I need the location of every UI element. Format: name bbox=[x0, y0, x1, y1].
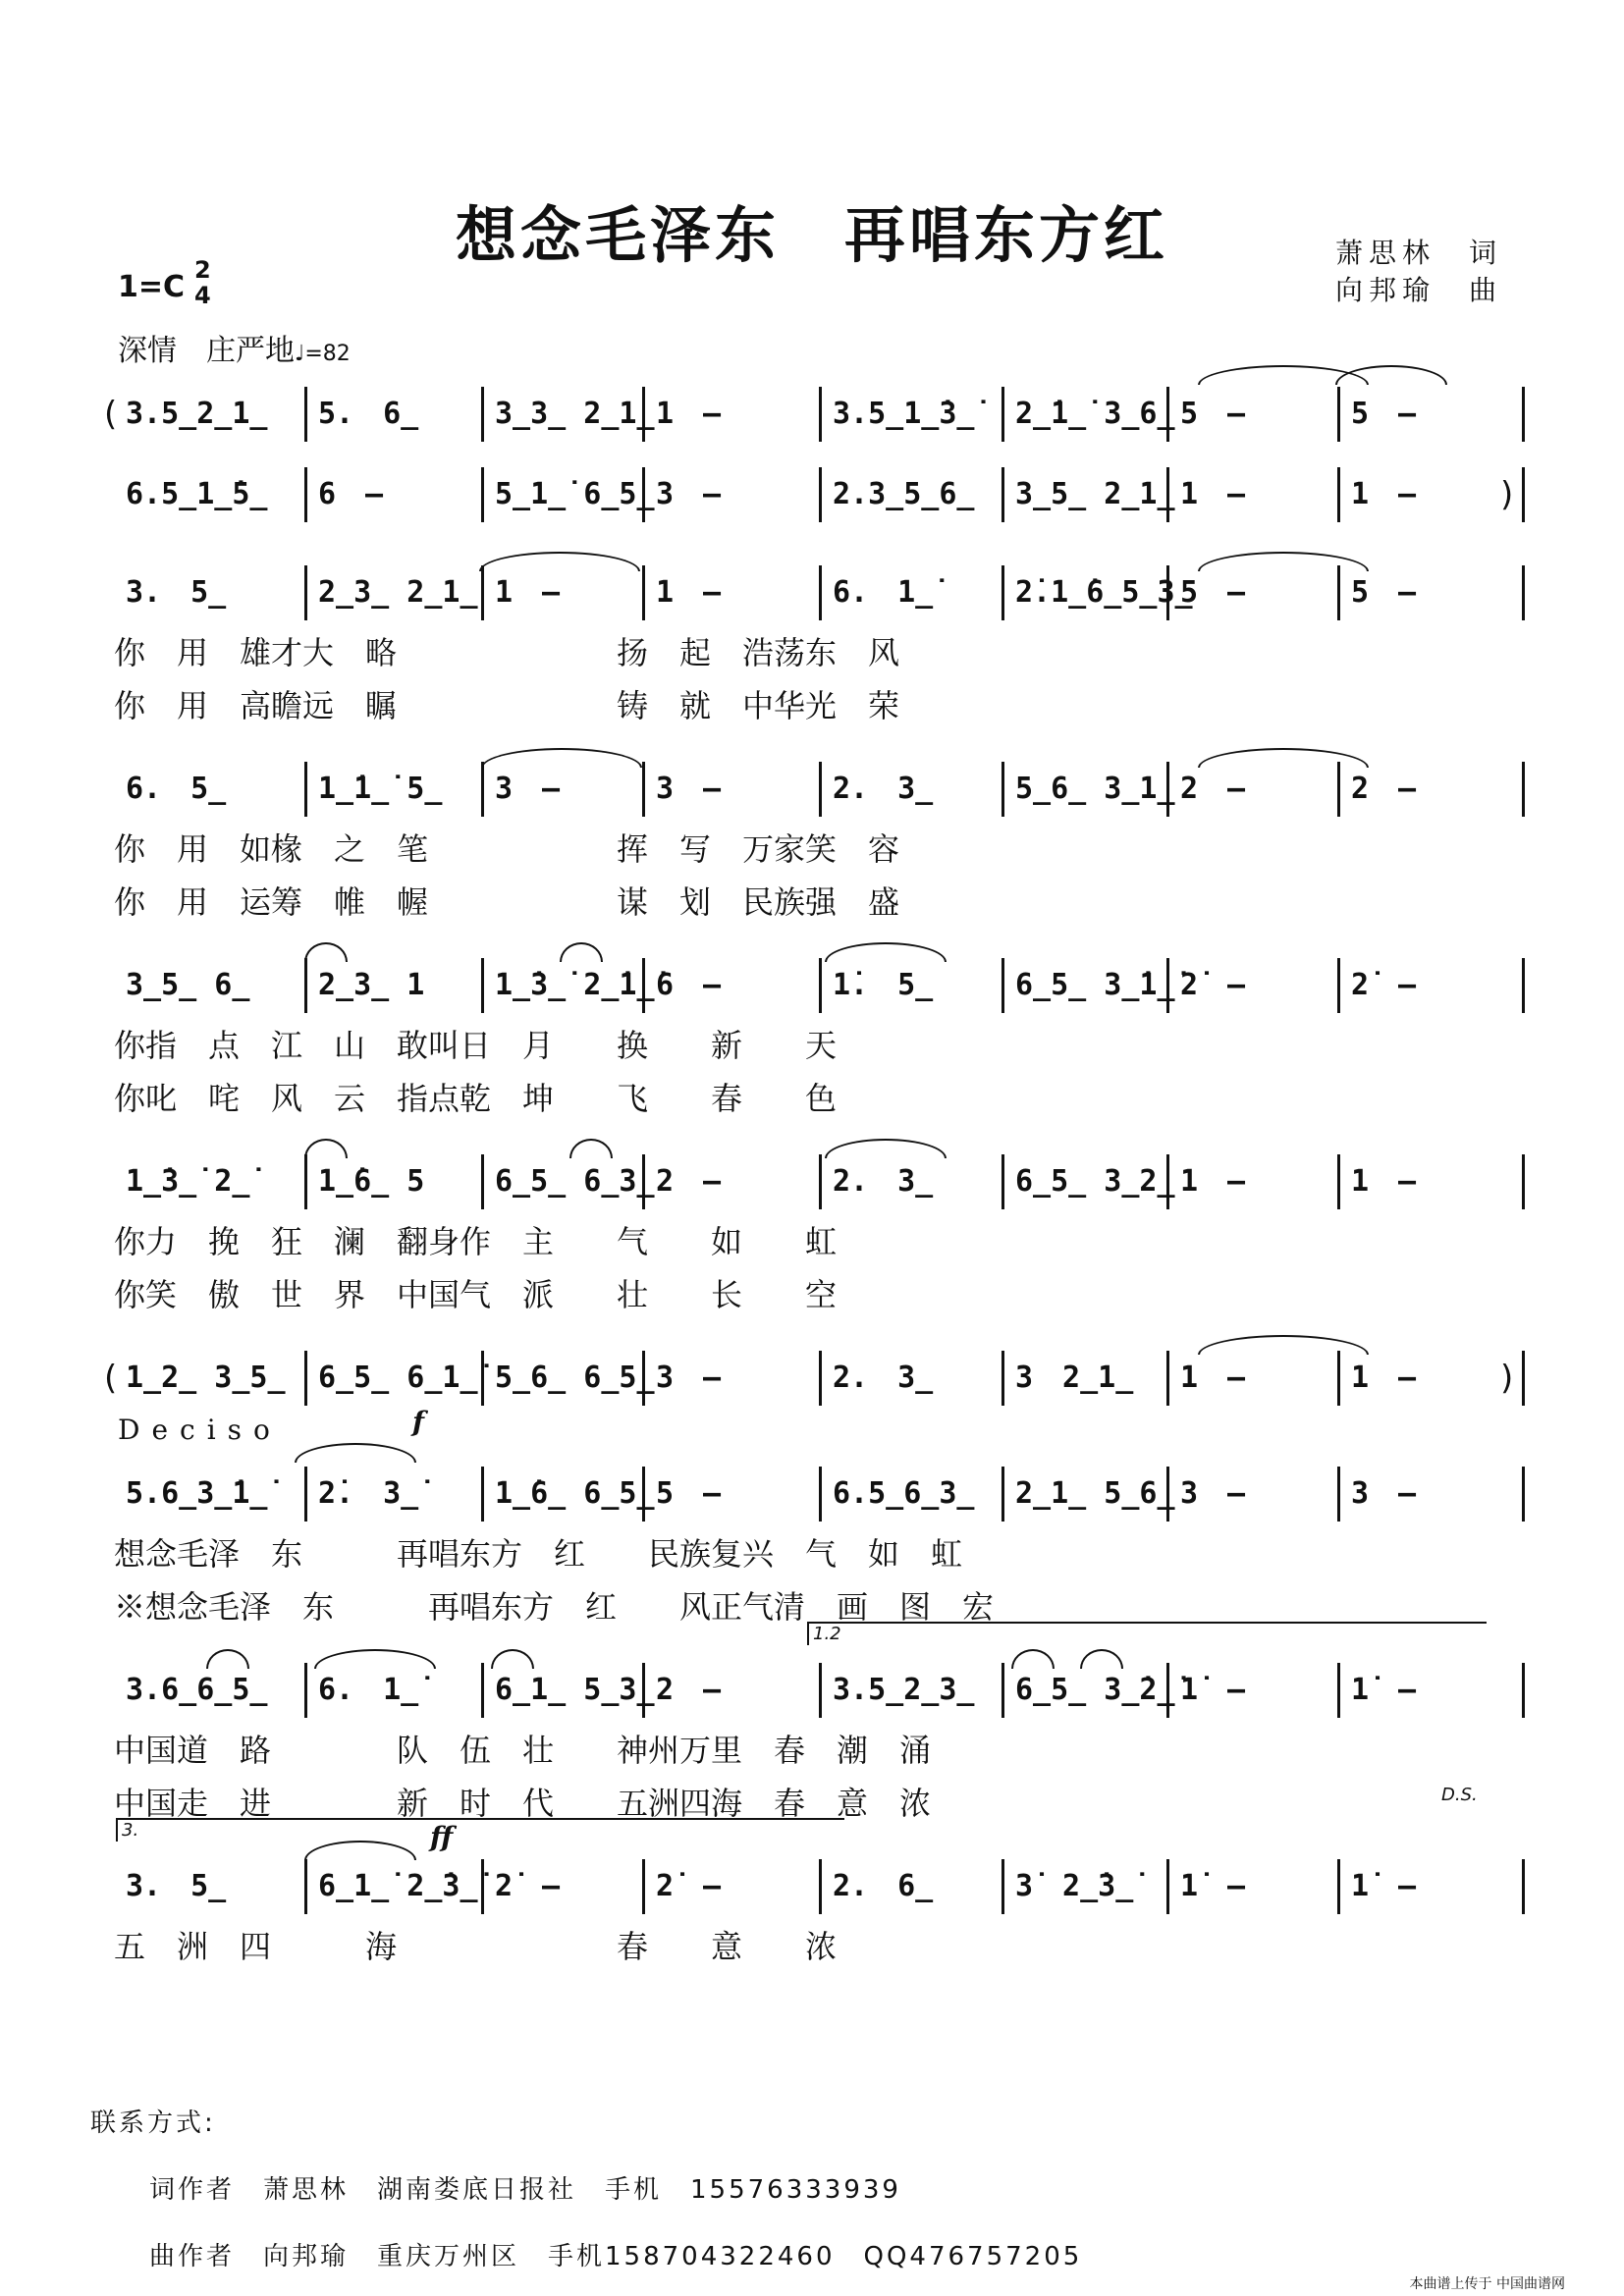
measure-notes: 6̲1̲̇ 2̲̇3̲̇ bbox=[318, 1869, 478, 1903]
lyric-line: ※想念毛泽 东 再唱东方 红 风正气清 画 图 宏 bbox=[114, 1588, 995, 1626]
lyric-line: 你 用 运筹 帷 幄 谋 划 民族强 盛 bbox=[114, 883, 900, 921]
footer-source: 本曲谱上传于 中国曲谱网 bbox=[1409, 2276, 1565, 2292]
notes-row bbox=[108, 1669, 1522, 1724]
slur-mark bbox=[1080, 1649, 1123, 1669]
barline bbox=[1337, 1154, 1340, 1209]
measure-notes: 5 – bbox=[1351, 397, 1417, 431]
measure-notes: 2 – bbox=[656, 1164, 722, 1199]
measure-notes: 5̲1̲̇ 6̲5̲ bbox=[495, 477, 655, 511]
lyric-line: 你 用 如椽 之 笔 挥 写 万家笑 容 bbox=[114, 830, 900, 868]
barline bbox=[481, 467, 484, 522]
barline bbox=[819, 1859, 822, 1914]
fortissimo-marking: ff bbox=[430, 1821, 454, 1853]
notes-row bbox=[108, 473, 1522, 528]
notes-row bbox=[108, 1472, 1522, 1527]
measure-notes: 1̲2̲ 3̲5̲ bbox=[126, 1361, 286, 1395]
barline bbox=[1337, 1467, 1340, 1522]
measure-notes: 5 – bbox=[1351, 575, 1417, 610]
lyric-line: 你笑 傲 世 界 中国气 派 壮 长 空 bbox=[114, 1276, 838, 1313]
slur-mark bbox=[825, 942, 947, 962]
barline bbox=[1522, 958, 1525, 1013]
notes-row bbox=[108, 1160, 1522, 1215]
barline bbox=[819, 565, 822, 620]
measure-notes: 2. 6̲ bbox=[833, 1869, 934, 1903]
barline bbox=[642, 565, 645, 620]
slur-mark bbox=[206, 1649, 249, 1669]
measure-notes: 6̲1̲ 5̲3̲ bbox=[495, 1673, 655, 1707]
slur-mark bbox=[314, 1649, 436, 1669]
measure-notes: 3̲5̲ 6̲ bbox=[126, 968, 250, 1002]
barline bbox=[819, 1663, 822, 1718]
measure-notes: 1̲̇1̲̇ 5̲ bbox=[318, 772, 443, 806]
measure-notes: 3 2̲1̲ bbox=[1015, 1361, 1134, 1395]
contact-composer: 曲作者 向邦瑜 重庆万州区 手机158704322460 QQ476757205 bbox=[149, 2242, 1083, 2271]
measure-notes: 2̇ – bbox=[495, 1869, 561, 1903]
measure-notes: 6̲5̲ 6̲1̲̇ bbox=[318, 1361, 478, 1395]
lyric-line: 中国道 路 队 伍 壮 神州万里 春 潮 涌 bbox=[114, 1732, 932, 1769]
barline bbox=[1166, 1351, 1169, 1406]
lyric-line: 你力 挽 狂 澜 翻身作 主 气 如 虹 bbox=[114, 1223, 838, 1260]
barline bbox=[481, 1467, 484, 1522]
measure-notes: 2̲3̲ 2̲1̲ bbox=[318, 575, 478, 610]
measure-notes: 1̲̇3̲̇ 2̲̇ bbox=[126, 1164, 250, 1199]
barline bbox=[481, 1859, 484, 1914]
measure-notes: 5̲6̲ 3̲1̲ bbox=[1015, 772, 1175, 806]
measure-notes: 1̇ – bbox=[1180, 1869, 1246, 1903]
barline bbox=[1522, 762, 1525, 817]
measure-notes: 6.5̲1̲̇5̲ bbox=[126, 477, 268, 511]
measure-notes: 2. 3̲ bbox=[833, 1361, 934, 1395]
slur-mark bbox=[304, 942, 348, 962]
barline bbox=[304, 958, 307, 1013]
time-signature-top: 2 bbox=[194, 256, 211, 284]
barline bbox=[1001, 565, 1004, 620]
key-signature: 1=C bbox=[118, 270, 186, 304]
barline bbox=[481, 762, 484, 817]
slur-mark bbox=[491, 1649, 534, 1669]
barline bbox=[304, 1351, 307, 1406]
time-signature-bottom: 4 bbox=[194, 282, 211, 309]
volta-3-label: 3. bbox=[122, 1820, 139, 1841]
barline bbox=[1522, 565, 1525, 620]
time-signature bbox=[194, 257, 211, 308]
barline bbox=[304, 1467, 307, 1522]
measure-notes: 6. 1̲̇ bbox=[318, 1673, 419, 1707]
measure-notes: 3 – bbox=[656, 772, 722, 806]
measure-notes: 1 – bbox=[1351, 1164, 1417, 1199]
measure-notes: 2̇.1̲̇6̲5̲3̲ bbox=[1015, 575, 1193, 610]
volta-1-2 bbox=[807, 1622, 1487, 1645]
measure-notes: 6̲5̲ 6̲3̲ bbox=[495, 1164, 655, 1199]
barline bbox=[1001, 467, 1004, 522]
measure-notes: 1̇ – bbox=[1351, 1869, 1417, 1903]
barline bbox=[481, 565, 484, 620]
lyric-line: 中国走 进 新 时 代 五洲四海 春 意 浓 bbox=[114, 1785, 932, 1822]
parenthesis: ) bbox=[1500, 1359, 1514, 1398]
measure-notes: 3 – bbox=[1180, 1476, 1246, 1511]
measure-notes: 1 – bbox=[1180, 1164, 1246, 1199]
slur-mark bbox=[1198, 748, 1369, 768]
slur-mark bbox=[1335, 365, 1447, 385]
barline bbox=[1522, 387, 1525, 442]
measure-notes: 1̲̇6̲ 5 bbox=[318, 1164, 425, 1199]
lyric-line: 五 洲 四 海 春 意 浓 bbox=[114, 1928, 838, 1965]
barline bbox=[819, 762, 822, 817]
measure-notes: 5 – bbox=[656, 1476, 722, 1511]
measure-notes: 1̲̇3̲̇ 2̲̇1̲̇ bbox=[495, 968, 655, 1002]
measure-notes: 1 – bbox=[1180, 1361, 1246, 1395]
slur-mark bbox=[825, 1139, 947, 1158]
barline bbox=[1001, 1663, 1004, 1718]
barline bbox=[819, 1467, 822, 1522]
lyric-line: 你指 点 江 山 敢叫日 月 换 新 天 bbox=[114, 1027, 838, 1064]
measure-notes: 6.5̲6̲3̲ bbox=[833, 1476, 975, 1511]
measure-notes: 2. 3̲ bbox=[833, 772, 934, 806]
measure-notes: 1 – bbox=[1180, 477, 1246, 511]
measure-notes: 3. 5̲ bbox=[126, 1869, 227, 1903]
tempo-marking bbox=[118, 326, 351, 369]
measure-notes: 3.5̲2̲3̲ bbox=[833, 1673, 975, 1707]
measure-notes: 3.5̲1̲̇3̲̇ bbox=[833, 397, 975, 431]
measure-notes: 6̲5̲ 3̲̇2̲̇ bbox=[1015, 1673, 1175, 1707]
barline bbox=[481, 1351, 484, 1406]
barline bbox=[1001, 387, 1004, 442]
measure-notes: 3 – bbox=[656, 477, 722, 511]
barline bbox=[481, 387, 484, 442]
barline bbox=[304, 467, 307, 522]
barline bbox=[1522, 467, 1525, 522]
measure-notes: 6. 5̲ bbox=[126, 772, 227, 806]
measure-notes: 2 – bbox=[1351, 772, 1417, 806]
barline bbox=[819, 1351, 822, 1406]
measure-notes: 2̲1̲ 5̲6̲ bbox=[1015, 1476, 1175, 1511]
lyric-line: 你 用 高瞻远 瞩 铸 就 中华光 荣 bbox=[114, 687, 900, 724]
measure-notes: 1 – bbox=[656, 397, 722, 431]
slur-mark bbox=[1198, 1335, 1369, 1355]
barline bbox=[819, 387, 822, 442]
measure-notes: 6 – bbox=[656, 968, 722, 1002]
barline bbox=[304, 387, 307, 442]
measure-notes: 5.6̲3̲̇1̲̇ bbox=[126, 1476, 268, 1511]
barline bbox=[481, 958, 484, 1013]
measure-notes: 1 – bbox=[1351, 477, 1417, 511]
measure-notes: 1 – bbox=[1351, 1361, 1417, 1395]
lyric-line: 想念毛泽 东 再唱东方 红 民族复兴 气 如 虹 bbox=[114, 1535, 963, 1573]
slur-mark bbox=[560, 942, 603, 962]
measure-notes: 3.6̲6̲5̲ bbox=[126, 1673, 268, 1707]
barline bbox=[1337, 1859, 1340, 1914]
barline bbox=[1522, 1663, 1525, 1718]
measure-notes: 1̲̇6̲ 6̲5̲ bbox=[495, 1476, 655, 1511]
measure-notes: 2̇ – bbox=[1180, 968, 1246, 1002]
measure-notes: 5̲6̲ 6̲5̲ bbox=[495, 1361, 655, 1395]
measure-notes: 3̇ 2̲̇3̲̇ bbox=[1015, 1869, 1134, 1903]
barline bbox=[1337, 958, 1340, 1013]
barline bbox=[1337, 467, 1340, 522]
composer-credit: 向邦瑜 曲 bbox=[1335, 274, 1503, 306]
barline bbox=[1337, 1663, 1340, 1718]
slur-mark bbox=[1011, 1649, 1055, 1669]
measure-notes: 5. 6̲ bbox=[318, 397, 419, 431]
measure-notes: 1̇. 5̲ bbox=[833, 968, 934, 1002]
barline bbox=[1522, 1351, 1525, 1406]
tempo-text: 深情 庄严地 bbox=[118, 334, 295, 368]
contact-heading: 联系方式: bbox=[90, 2109, 216, 2138]
barline bbox=[1001, 1467, 1004, 1522]
barline bbox=[819, 958, 822, 1013]
barline bbox=[1522, 1154, 1525, 1209]
measure-notes: 3 – bbox=[495, 772, 561, 806]
measure-notes: 6. 1̲̇ bbox=[833, 575, 934, 610]
notes-row bbox=[108, 768, 1522, 823]
dal-segno-mark: D.S. bbox=[1441, 1785, 1478, 1805]
measure-notes: 3. 5̲ bbox=[126, 575, 227, 610]
measure-notes: 5 – bbox=[1180, 575, 1246, 610]
slur-mark bbox=[1198, 552, 1369, 571]
barline bbox=[1001, 1859, 1004, 1914]
barline bbox=[1166, 1859, 1169, 1914]
measure-notes: 2̇. 3̲̇ bbox=[318, 1476, 419, 1511]
barline bbox=[1001, 762, 1004, 817]
barline bbox=[304, 565, 307, 620]
barline bbox=[642, 762, 645, 817]
barline bbox=[1337, 1351, 1340, 1406]
measure-notes: 6 – bbox=[318, 477, 384, 511]
measure-notes: 1̇ – bbox=[1351, 1673, 1417, 1707]
barline bbox=[642, 1859, 645, 1914]
barline bbox=[304, 762, 307, 817]
notes-row bbox=[108, 571, 1522, 626]
barline bbox=[304, 1859, 307, 1914]
measure-notes: 3̲3̲ 2̲1̲ bbox=[495, 397, 655, 431]
barline bbox=[819, 467, 822, 522]
barline bbox=[1001, 1351, 1004, 1406]
barline bbox=[1522, 1859, 1525, 1914]
measure-notes: 2̇ – bbox=[1351, 968, 1417, 1002]
measure-notes: 1 – bbox=[495, 575, 561, 610]
barline bbox=[1001, 958, 1004, 1013]
notes-row bbox=[108, 964, 1522, 1019]
measure-notes: 6̲5̲ 3̲2̲ bbox=[1015, 1164, 1175, 1199]
measure-notes: 3 – bbox=[1351, 1476, 1417, 1511]
slur-mark bbox=[295, 1443, 416, 1463]
barline bbox=[1337, 387, 1340, 442]
parenthesis: ( bbox=[104, 395, 118, 434]
measure-notes: 2 – bbox=[1180, 772, 1246, 806]
slur-mark bbox=[569, 1139, 613, 1158]
lyric-line: 你叱 咤 风 云 指点乾 坤 飞 春 色 bbox=[114, 1080, 838, 1117]
slur-mark bbox=[481, 748, 642, 768]
barline bbox=[1001, 1154, 1004, 1209]
measure-notes: 2̲3̲ 1 bbox=[318, 968, 425, 1002]
measure-notes: 2. 3̲ bbox=[833, 1164, 934, 1199]
barline bbox=[1522, 1467, 1525, 1522]
slur-mark bbox=[304, 1139, 348, 1158]
tempo-bpm: ♩=82 bbox=[295, 342, 351, 366]
forte-marking: f bbox=[412, 1406, 425, 1438]
measure-notes: 1 – bbox=[656, 575, 722, 610]
lyricist-credit: 萧思林 词 bbox=[1335, 237, 1503, 269]
volta-3 bbox=[116, 1818, 844, 1842]
measure-notes: 6̲5̲ 3̲̇1̲̇ bbox=[1015, 968, 1175, 1002]
measure-notes: 3.5̲2̲1̲ bbox=[126, 397, 268, 431]
barline bbox=[1337, 565, 1340, 620]
notes-row bbox=[108, 1865, 1522, 1920]
barline bbox=[481, 1663, 484, 1718]
deciso-marking: Deciso bbox=[118, 1414, 282, 1446]
slur-mark bbox=[304, 1841, 416, 1860]
barline bbox=[304, 1154, 307, 1209]
barline bbox=[304, 1663, 307, 1718]
slur-mark bbox=[479, 552, 640, 571]
measure-notes: 1̇ – bbox=[1180, 1673, 1246, 1707]
measure-notes: 2̲̇1̲̇ 3̲6̲ bbox=[1015, 397, 1175, 431]
measure-notes: 2 – bbox=[656, 1673, 722, 1707]
measure-notes: 2.3̲5̲6̲ bbox=[833, 477, 975, 511]
notes-row bbox=[108, 393, 1522, 448]
barline bbox=[1337, 762, 1340, 817]
notes-row bbox=[108, 1357, 1522, 1412]
measure-notes: 5 – bbox=[1180, 397, 1246, 431]
measure-notes: 3̲5̲ 2̲1̲ bbox=[1015, 477, 1175, 511]
page-title: 想念毛泽东 再唱东方红 bbox=[455, 199, 1168, 271]
barline bbox=[819, 1154, 822, 1209]
parenthesis: ) bbox=[1500, 475, 1514, 514]
parenthesis: ( bbox=[104, 1359, 118, 1398]
contact-lyricist: 词作者 萧思林 湖南娄底日报社 手机 15576333939 bbox=[149, 2175, 901, 2205]
lyric-line: 你 用 雄才大 略 扬 起 浩荡东 风 bbox=[114, 634, 900, 671]
measure-notes: 3 – bbox=[656, 1361, 722, 1395]
measure-notes: 2̇ – bbox=[656, 1869, 722, 1903]
barline bbox=[481, 1154, 484, 1209]
volta-1-2-label: 1.2 bbox=[813, 1624, 841, 1644]
